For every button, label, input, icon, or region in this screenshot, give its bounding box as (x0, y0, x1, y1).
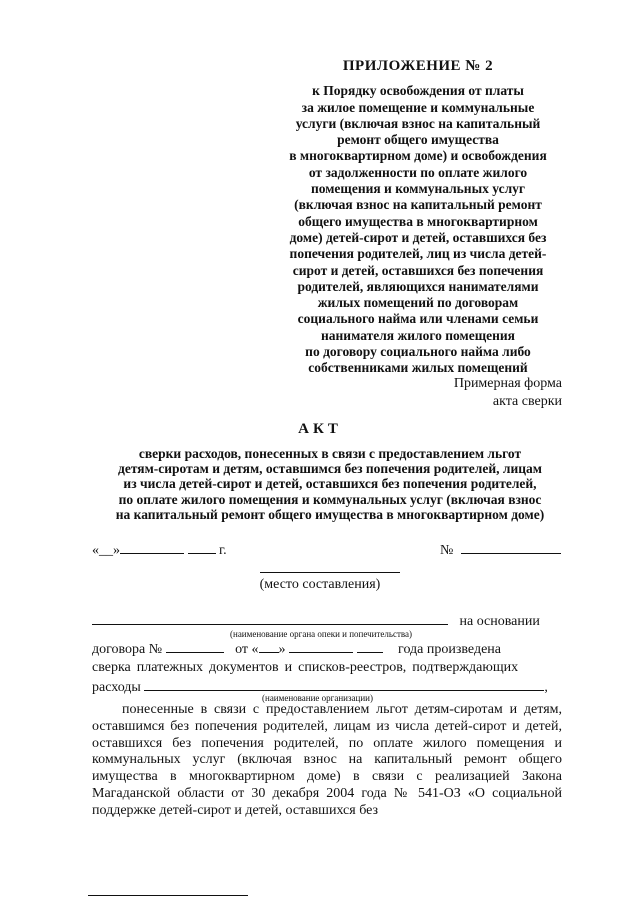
appendix-line: помещения и коммунальных услуг (310, 181, 526, 197)
from-label: от « (235, 642, 259, 657)
contract-year-blank[interactable] (357, 640, 383, 653)
appendix-line: в многоквартирном доме) и освобождения (289, 148, 547, 164)
organization-blank[interactable] (144, 678, 544, 691)
appendix-line: (включая взнос на капитальный ремонт (294, 197, 542, 213)
contract-month-blank[interactable] (289, 640, 353, 653)
appendix-line: социального найма или членами семьи (297, 311, 539, 327)
quote-close: » (278, 642, 286, 657)
act-number-field[interactable] (440, 541, 561, 559)
guardianship-caption: (наименование органа опеки и попечительства) (230, 629, 413, 639)
place-caption: (место составления) (259, 577, 381, 592)
act-subtitle-line: из числа детей-сирот и детей, оставшихся без попечения родителей, (123, 476, 537, 492)
act-number-blank[interactable] (461, 541, 561, 554)
date-field[interactable] (92, 541, 227, 559)
date-month-blank[interactable] (120, 541, 184, 554)
appendix-line: общего имущества в многоквартирном (298, 213, 538, 229)
appendix-line: родителей, являющихся нанимателями (297, 278, 539, 294)
act-subtitle-line: по оплате жилого помещения и коммунальных услуг (включая взнос (118, 491, 542, 507)
appendix-line: к Порядку освобождения от платы (312, 83, 524, 99)
act-subtitle-line: на капитальный ремонт общего имущества в многоквартирном доме) (115, 506, 545, 522)
body-paragraph (92, 702, 562, 820)
contract-number-blank[interactable] (166, 640, 224, 653)
appendix-line: от задолженности по оплате жилого (308, 164, 528, 180)
contract-row (92, 640, 562, 658)
appendix-line: ремонт общего имущества (337, 132, 499, 148)
act-title: АКТ (298, 421, 342, 437)
appendix-line: жилых помещений по договорам (317, 295, 519, 311)
appendix-line: собственниками жилых помещений (308, 360, 528, 376)
guardianship-row (92, 612, 562, 630)
appendix-line: по договору социального найма либо (305, 344, 531, 360)
appendix-title: ПРИЛОЖЕНИЕ № 2 (342, 58, 494, 74)
appendix-header (268, 58, 568, 377)
guardianship-blank[interactable] (92, 612, 448, 625)
act-subtitle (80, 446, 580, 522)
appendix-line: за жилое помещение и коммунальные (301, 99, 535, 115)
year-performed-label: года произведена (398, 642, 501, 657)
contract-label: договора № (92, 642, 163, 657)
on-basis-label: на основании (459, 614, 540, 629)
place-blank[interactable] (260, 572, 400, 573)
appendix-line: попечения родителей, лиц из числа детей- (289, 246, 547, 262)
appendix-line: нанимателя жилого помещения (321, 327, 515, 343)
date-year-suffix: г. (219, 543, 227, 558)
number-label: № (440, 543, 454, 558)
reconciliation-line: сверка платежных документов и списков-реестров, подтверждающих (92, 660, 519, 675)
date-day-open: «__» (92, 543, 120, 558)
expenses-comma: , (544, 680, 548, 695)
form-note (454, 375, 562, 410)
appendix-line: услуги (включая взнос на капитальный (295, 115, 541, 131)
form-note-line-1: Примерная форма (453, 376, 562, 391)
act-subtitle-line: сверки расходов, понесенных в связи с предоставлением льгот (138, 446, 522, 461)
act-subtitle-line: детям-сиротам и детям, оставшимся без попечения родителей, лицам (118, 461, 542, 477)
date-year-blank[interactable] (188, 541, 216, 554)
appendix-line: доме) детей-сирот и детей, оставшихся без (289, 229, 547, 245)
footnote-divider (88, 895, 248, 896)
form-note-line-2: акта сверки (492, 393, 562, 409)
expenses-label: расходы (92, 680, 141, 695)
organization-caption: (наименование организации) (262, 693, 373, 703)
appendix-line: сирот и детей, оставшихся без попечения (292, 262, 544, 278)
paragraph-text: понесенные в связи с предоставлением льгот детям-сиротам и детям, оставшимся без попечения родителей, лицам из числа детей-сирот и детей, оставшихся без попечения родителей, по оплате жилого помещения и коммунальных услуг (включая взнос на капитальный ремонт общего имущества в многоквартирном доме) в связи с реализацией Закона Магаданской области от 30 декабря 2004 года № 541-ОЗ «О социальной поддержке детей-сирот и детей, оставшихся без (92, 702, 562, 818)
contract-day-blank[interactable] (259, 640, 279, 653)
